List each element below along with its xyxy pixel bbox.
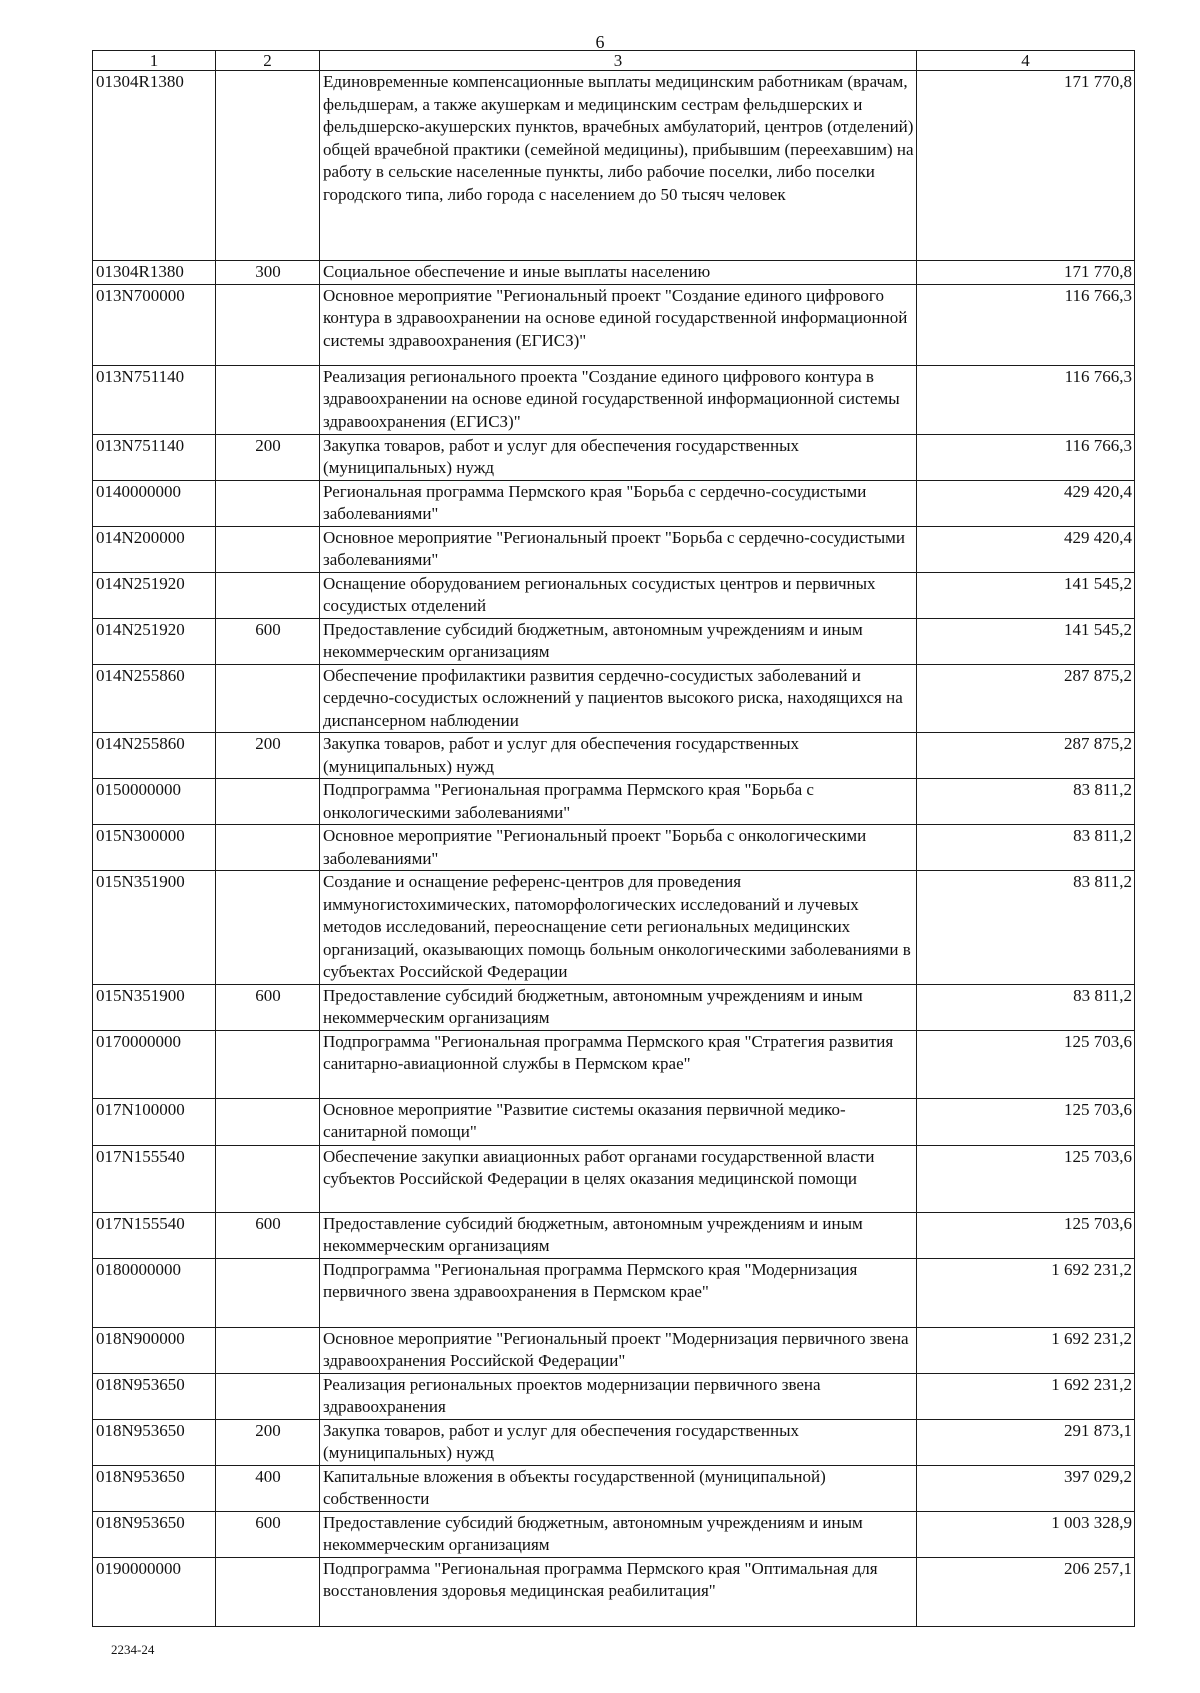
description-cell: Предоставление субсидий бюджетным, автономным учреждениям и иным некоммерческим организациям [320,1212,917,1258]
table-row [93,480,1135,526]
table-row [93,1098,1135,1145]
budget-code-cell: 015N300000 [93,825,216,871]
column-header-3: 3 [320,51,917,71]
expense-type-cell: 600 [216,1212,320,1258]
amount-cell: 397 029,2 [917,1465,1135,1511]
expense-type-cell: 200 [216,434,320,480]
budget-code-cell: 017N155540 [93,1145,216,1212]
amount-cell: 116 766,3 [917,434,1135,480]
expense-type-cell [216,664,320,733]
amount-cell: 429 420,4 [917,480,1135,526]
description-cell: Основное мероприятие "Региональный проект "Модернизация первичного звена здравоохранения Российской Федерации" [320,1327,917,1373]
description-cell: Единовременные компенсационные выплаты медицинским работникам (врачам, фельдшерам, а также акушеркам и медицинским сестрам фельдшерских и фельдшерско-акушерских пунктов, врачебных амбулаторий, центров (отделений) общей врачебной практики (семейной медицины), прибывшим (переехавшим) на работу в сельские населенные пункты, либо рабочие поселки, либо поселки городского типа, либо города с населением до 50 тысяч человек [320,71,917,261]
amount-cell: 1 692 231,2 [917,1258,1135,1327]
table-row [93,284,1135,365]
description-cell: Основное мероприятие "Региональный проект "Создание единого цифрового контура в здравоохранении на основе единой государственной информационной системы здравоохранения (ЕГИСЗ)" [320,284,917,365]
amount-cell: 125 703,6 [917,1030,1135,1098]
table-row [93,526,1135,572]
table-row [93,1419,1135,1465]
description-cell: Обеспечение закупки авиационных работ органами государственной власти субъектов Российской Федерации в целях оказания медицинской помощи [320,1145,917,1212]
amount-cell: 83 811,2 [917,825,1135,871]
table-row [93,1327,1135,1373]
table-row [93,1511,1135,1557]
amount-cell: 1 692 231,2 [917,1373,1135,1419]
budget-code-cell: 0180000000 [93,1258,216,1327]
column-header-1: 1 [93,51,216,71]
budget-code-cell: 013N700000 [93,284,216,365]
amount-cell: 125 703,6 [917,1098,1135,1145]
expense-type-cell [216,779,320,825]
budget-code-cell: 018N900000 [93,1327,216,1373]
budget-code-cell: 0150000000 [93,779,216,825]
expense-type-cell [216,1258,320,1327]
description-cell: Основное мероприятие "Региональный проект "Борьба с онкологическими заболеваниями" [320,825,917,871]
description-cell: Подпрограмма "Региональная программа Пермского края "Оптимальная для восстановления здоровья медицинская реабилитация" [320,1557,917,1626]
budget-code-cell: 014N251920 [93,618,216,664]
budget-code-cell: 018N953650 [93,1511,216,1557]
table-header-row [93,51,1135,71]
amount-cell: 171 770,8 [917,71,1135,261]
amount-cell: 1 692 231,2 [917,1327,1135,1373]
table-row [93,1373,1135,1419]
budget-code-cell: 013N751140 [93,434,216,480]
budget-code-cell: 01304R1380 [93,71,216,261]
budget-code-cell: 0190000000 [93,1557,216,1626]
description-cell: Региональная программа Пермского края "Борьба с сердечно-сосудистыми заболеваниями" [320,480,917,526]
table-row [93,664,1135,733]
page-number: 6 [595,32,605,52]
expense-type-cell: 600 [216,1511,320,1557]
expense-type-cell [216,1557,320,1626]
table-row [93,779,1135,825]
description-cell: Основное мероприятие "Региональный проект "Борьба с сердечно-сосудистыми заболеваниями" [320,526,917,572]
amount-cell: 141 545,2 [917,618,1135,664]
table-row [93,1145,1135,1212]
description-cell: Реализация регионального проекта "Создание единого цифрового контура в здравоохранении на основе единой государственной информационной системы здравоохранения (ЕГИСЗ)" [320,365,917,434]
budget-code-cell: 018N953650 [93,1373,216,1419]
footer-document-code: 2234-24 [111,1642,155,1657]
budget-code-cell: 013N751140 [93,365,216,434]
description-cell: Предоставление субсидий бюджетным, автономным учреждениям и иным некоммерческим организациям [320,618,917,664]
expense-type-cell [216,572,320,618]
table-row [93,825,1135,871]
amount-cell: 125 703,6 [917,1145,1135,1212]
amount-cell: 141 545,2 [917,572,1135,618]
amount-cell: 291 873,1 [917,1419,1135,1465]
amount-cell: 171 770,8 [917,261,1135,285]
table-row [93,1212,1135,1258]
budget-code-cell: 0170000000 [93,1030,216,1098]
amount-cell: 125 703,6 [917,1212,1135,1258]
budget-code-cell: 014N255860 [93,664,216,733]
amount-cell: 83 811,2 [917,984,1135,1030]
budget-code-cell: 01304R1380 [93,261,216,285]
amount-cell: 206 257,1 [917,1557,1135,1626]
budget-code-cell: 015N351900 [93,871,216,985]
table-row [93,434,1135,480]
table-row [93,1557,1135,1626]
expense-type-cell [216,1030,320,1098]
description-cell: Подпрограмма "Региональная программа Пермского края "Борьба с онкологическими заболеваниями" [320,779,917,825]
description-cell: Основное мероприятие "Развитие системы оказания первичной медико-санитарной помощи" [320,1098,917,1145]
budget-code-cell: 014N255860 [93,733,216,779]
expense-type-cell: 400 [216,1465,320,1511]
table-row [93,1030,1135,1098]
expense-type-cell [216,480,320,526]
amount-cell: 83 811,2 [917,871,1135,985]
amount-cell: 287 875,2 [917,664,1135,733]
budget-code-cell: 017N155540 [93,1212,216,1258]
expense-type-cell [216,526,320,572]
table-row [93,733,1135,779]
table-row [93,1258,1135,1327]
budget-code-cell: 014N200000 [93,526,216,572]
expense-type-cell [216,871,320,985]
table-body [93,71,1135,1627]
expense-type-cell: 200 [216,733,320,779]
description-cell: Предоставление субсидий бюджетным, автономным учреждениям и иным некоммерческим организациям [320,1511,917,1557]
amount-cell: 116 766,3 [917,365,1135,434]
table-row [93,71,1135,261]
description-cell: Подпрограмма "Региональная программа Пермского края "Модернизация первичного звена здравоохранения в Пермском крае" [320,1258,917,1327]
expense-type-cell [216,71,320,261]
description-cell: Создание и оснащение референс-центров для проведения иммуногистохимических, патоморфологических исследований и лучевых методов исследований, переоснащение сети региональных медицинских организаций, оказывающих помощь больным онкологическими заболеваниями в субъектах Российской Федерации [320,871,917,985]
table-row [93,984,1135,1030]
expense-type-cell [216,1098,320,1145]
expense-type-cell [216,365,320,434]
budget-code-cell: 014N251920 [93,572,216,618]
description-cell: Социальное обеспечение и иные выплаты населению [320,261,917,285]
expense-type-cell: 300 [216,261,320,285]
budget-code-cell: 017N100000 [93,1098,216,1145]
budget-code-cell: 0140000000 [93,480,216,526]
expense-type-cell [216,1327,320,1373]
amount-cell: 1 003 328,9 [917,1511,1135,1557]
description-cell: Закупка товаров, работ и услуг для обеспечения государственных (муниципальных) нужд [320,434,917,480]
description-cell: Оснащение оборудованием региональных сосудистых центров и первичных сосудистых отделений [320,572,917,618]
budget-code-cell: 018N953650 [93,1419,216,1465]
column-header-4: 4 [917,51,1135,71]
expense-type-cell [216,1145,320,1212]
description-cell: Капитальные вложения в объекты государственной (муниципальной) собственности [320,1465,917,1511]
table-row [93,871,1135,985]
amount-cell: 83 811,2 [917,779,1135,825]
expense-type-cell: 600 [216,618,320,664]
expense-type-cell [216,284,320,365]
budget-code-cell: 015N351900 [93,984,216,1030]
expense-type-cell: 600 [216,984,320,1030]
table-row [93,365,1135,434]
table-row [93,572,1135,618]
amount-cell: 116 766,3 [917,284,1135,365]
expense-type-cell [216,825,320,871]
amount-cell: 287 875,2 [917,733,1135,779]
table-row [93,1465,1135,1511]
table-row [93,618,1135,664]
description-cell: Закупка товаров, работ и услуг для обеспечения государственных (муниципальных) нужд [320,1419,917,1465]
expense-type-cell: 200 [216,1419,320,1465]
description-cell: Предоставление субсидий бюджетным, автономным учреждениям и иным некоммерческим организациям [320,984,917,1030]
description-cell: Обеспечение профилактики развития сердечно-сосудистых заболеваний и сердечно-сосудистых осложнений у пациентов высокого риска, находящихся на диспансерном наблюдении [320,664,917,733]
description-cell: Закупка товаров, работ и услуг для обеспечения государственных (муниципальных) нужд [320,733,917,779]
table-row [93,261,1135,285]
budget-code-cell: 018N953650 [93,1465,216,1511]
description-cell: Реализация региональных проектов модернизации первичного звена здравоохранения [320,1373,917,1419]
description-cell: Подпрограмма "Региональная программа Пермского края "Стратегия развития санитарно-авиационной службы в Пермском крае" [320,1030,917,1098]
amount-cell: 429 420,4 [917,526,1135,572]
column-header-2: 2 [216,51,320,71]
budget-table [92,50,1135,1627]
expense-type-cell [216,1373,320,1419]
